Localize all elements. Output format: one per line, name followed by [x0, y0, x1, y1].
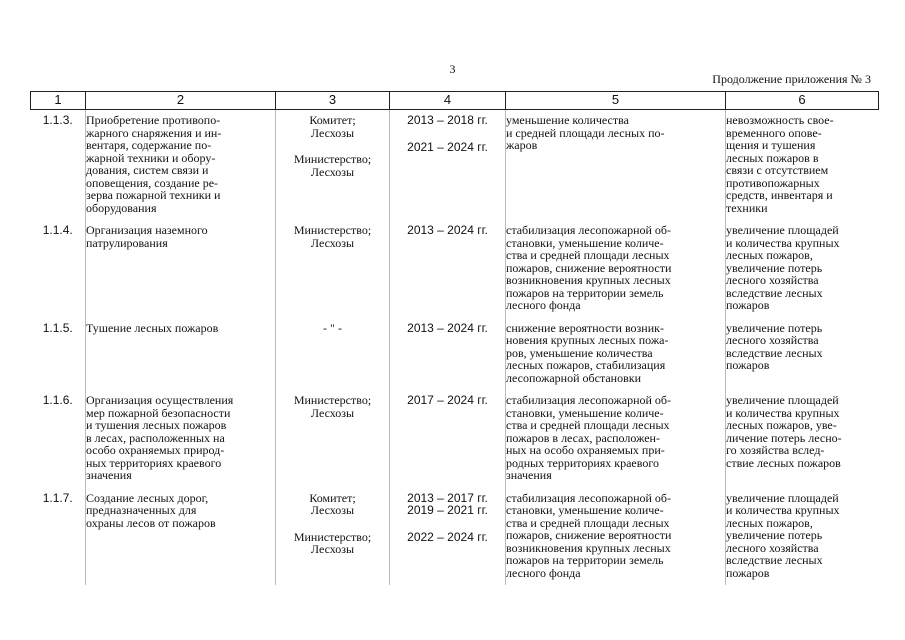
- table-row: [31, 110, 879, 221]
- executors: [276, 488, 390, 586]
- executor-line: Лесхозы: [310, 503, 355, 517]
- result-line: стабилизация лесопожарной об-: [506, 490, 672, 505]
- measure-name: [86, 488, 276, 586]
- term: [390, 110, 506, 221]
- result-line: стабилизация лесопожарной об-: [506, 223, 672, 237]
- term-line: 2019 – 2021 гг.: [407, 503, 488, 517]
- risk-line: пожаров: [726, 298, 770, 312]
- measure-name-line: в лесах, расположенных на: [86, 430, 225, 445]
- risk-line: вследствие лесных: [726, 345, 823, 360]
- table-row: [31, 390, 879, 488]
- measure-name-line: Тушение лесных пожаров: [86, 320, 219, 335]
- risk-line: и количества крупных: [726, 503, 840, 517]
- executor-line-group: [276, 492, 389, 517]
- result-line: ных на особо охраняемых при-: [506, 443, 665, 457]
- expected-result: [506, 390, 726, 488]
- risk-line: щения и тушения: [726, 138, 816, 152]
- result-line: ства и средней площади лесных: [506, 515, 670, 530]
- term-line-group: [390, 114, 505, 127]
- item-number: 1.1.7.: [31, 488, 86, 586]
- term-line-group: [390, 141, 505, 154]
- risk-line: увеличение площадей: [726, 393, 839, 407]
- executor-line: Лесхозы: [310, 405, 355, 420]
- measure-name: [86, 220, 276, 318]
- item-number: 1.1.3.: [31, 110, 86, 221]
- executor-line-group: [276, 531, 389, 556]
- term-line: 2021 – 2024 гг.: [407, 139, 488, 154]
- risk-line: лесных пожаров,: [726, 248, 813, 262]
- table-row: [31, 488, 879, 586]
- term-line-group: [390, 531, 505, 544]
- executor-line: Министерство;: [293, 393, 372, 407]
- risk-line: лесных пожаров,: [726, 515, 813, 530]
- risk-consequence: [726, 488, 879, 586]
- executor-line-group: [276, 224, 389, 249]
- term-line: 2013 – 2024 гг.: [407, 223, 488, 237]
- term-line-group: [390, 492, 505, 517]
- expected-result: [506, 488, 726, 586]
- term: [390, 390, 506, 488]
- item-number: 1.1.6.: [31, 390, 86, 488]
- risk-line: лесных пожаров в: [726, 150, 819, 165]
- result-line: пожаров на территории земель: [506, 285, 664, 300]
- risk-line: го хозяйства вслед-: [726, 443, 825, 457]
- result-line: жаров: [506, 138, 538, 152]
- measure-name: [86, 318, 276, 391]
- result-line: пожаров, снижение вероятности: [506, 260, 672, 275]
- measure-name-line: дования, систем связи и: [86, 163, 209, 177]
- executor-line: Комитет;: [309, 113, 356, 127]
- term-line-group: [390, 224, 505, 237]
- term-line: 2017 – 2024 гг.: [407, 393, 488, 407]
- risk-line: ствие лесных пожаров: [726, 455, 841, 470]
- measure-name-line: Организация наземного: [86, 223, 208, 237]
- result-line: и средней площади лесных по-: [506, 125, 665, 140]
- risk-line: увеличение площадей: [726, 223, 839, 237]
- measure-name-line: патрулирования: [86, 235, 168, 250]
- table-header-row: [31, 92, 879, 110]
- term-line: 2022 – 2024 гг.: [407, 529, 488, 544]
- measure-name-line: и тушения лесных пожаров: [86, 418, 227, 432]
- result-line: снижение вероятности возник-: [506, 320, 664, 335]
- measure-name-line: жарного снаряжения и ин-: [86, 125, 222, 140]
- measure-name-line: ных территориях краевого: [86, 455, 222, 470]
- result-line: родных территориях краевого: [506, 455, 659, 470]
- column-header: 4: [390, 92, 506, 110]
- result-line: возникновения крупных лесных: [506, 540, 671, 555]
- executor-line: Лесхозы: [310, 542, 355, 556]
- result-line: становки, уменьшение количе-: [506, 235, 664, 250]
- measure-name-line: зерва пожарной техники и: [86, 188, 221, 202]
- measure-name-line: значения: [86, 468, 132, 482]
- result-line: ства и средней площади лесных: [506, 418, 670, 432]
- measure-name-line: вентаря, содержание по-: [86, 138, 212, 152]
- executor-line: Лесхозы: [310, 235, 355, 250]
- term-line-group: [390, 322, 505, 335]
- column-header: 6: [726, 92, 879, 110]
- risk-line: связи с отсутствием: [726, 163, 829, 177]
- risk-line: и количества крупных: [726, 235, 840, 250]
- measure-name: [86, 390, 276, 488]
- risk-line: лесных пожаров, уве-: [726, 418, 837, 432]
- risk-line: лесного хозяйства: [726, 540, 819, 555]
- result-line: лесного фонда: [506, 565, 581, 580]
- executor-line: Министерство;: [293, 152, 372, 166]
- risk-consequence: [726, 110, 879, 221]
- executors: [276, 110, 390, 221]
- executors: [276, 318, 390, 391]
- risk-line: пожаров: [726, 565, 770, 580]
- page-number: 3: [449, 62, 456, 76]
- column-header: 5: [506, 92, 726, 110]
- expected-result: [506, 110, 726, 221]
- executors: [276, 390, 390, 488]
- executor-line-group: [276, 394, 389, 419]
- item-number: 1.1.4.: [31, 220, 86, 318]
- column-header: 2: [86, 92, 276, 110]
- result-line: лесных пожаров, стабилизация: [506, 358, 666, 372]
- expected-result: [506, 318, 726, 391]
- term: [390, 220, 506, 318]
- measure-name-line: Организация осуществления: [86, 393, 234, 407]
- result-line: лесопожарной обстановки: [506, 370, 642, 385]
- result-line: значения: [506, 468, 552, 482]
- risk-consequence: [726, 390, 879, 488]
- measure-name: [86, 110, 276, 221]
- executor-line: Министерство;: [293, 223, 372, 237]
- risk-line: увеличение площадей: [726, 490, 839, 505]
- executor-line: Лесхозы: [310, 164, 355, 179]
- measure-name-line: Создание лесных дорог,: [86, 490, 209, 505]
- measure-name-line: оповещения, создание ре-: [86, 175, 219, 190]
- executor-line: Министерство;: [293, 529, 372, 544]
- result-line: ров, уменьшение количества: [506, 345, 653, 360]
- executor-line-group: [276, 153, 389, 178]
- risk-line: невозможность свое-: [726, 113, 834, 127]
- result-line: стабилизация лесопожарной об-: [506, 393, 672, 407]
- executor-line: - " -: [323, 320, 342, 335]
- result-line: новения крупных лесных пожа-: [506, 333, 669, 347]
- measure-name-line: особо охраняемых природ-: [86, 443, 225, 457]
- result-line: уменьшение количества: [506, 113, 629, 127]
- term: [390, 318, 506, 391]
- term-line: 2013 – 2024 гг.: [407, 320, 488, 335]
- risk-line: увеличение потерь: [726, 260, 823, 275]
- measure-name-line: предназначенных для: [86, 503, 197, 517]
- executor-line-group: [276, 322, 389, 335]
- term-line: 2013 – 2017 гг.: [407, 490, 488, 505]
- risk-line: пожаров: [726, 358, 770, 372]
- risk-line: вследствие лесных: [726, 553, 823, 567]
- result-line: лесного фонда: [506, 298, 581, 312]
- risk-consequence: [726, 318, 879, 391]
- measure-name-line: Приобретение противопо-: [86, 113, 221, 127]
- result-line: становки, уменьшение количе-: [506, 503, 664, 517]
- term-line-group: [390, 394, 505, 407]
- table-body: [31, 110, 879, 586]
- result-line: пожаров, снижение вероятности: [506, 528, 672, 542]
- measure-name-line: оборудования: [86, 200, 157, 215]
- result-line: пожаров в лесах, расположен-: [506, 430, 660, 445]
- executor-line-group: [276, 114, 389, 139]
- table-row: [31, 220, 879, 318]
- expected-result: [506, 220, 726, 318]
- result-line: становки, уменьшение количе-: [506, 405, 664, 420]
- risk-line: техники: [726, 200, 768, 215]
- executor-line: Лесхозы: [310, 125, 355, 140]
- risk-consequence: [726, 220, 879, 318]
- executors: [276, 220, 390, 318]
- column-header: 3: [276, 92, 390, 110]
- risk-line: лесного хозяйства: [726, 333, 819, 347]
- term: [390, 488, 506, 586]
- risk-line: вследствие лесных: [726, 285, 823, 300]
- term-line: 2013 – 2018 гг.: [407, 113, 488, 127]
- appendix-continuation-label: Продолжение приложения № 3: [712, 72, 871, 86]
- table-row: [31, 318, 879, 391]
- executor-line: Комитет;: [309, 490, 356, 505]
- measures-table: [30, 91, 879, 585]
- measure-name-line: жарной техники и обору-: [86, 150, 216, 165]
- risk-line: средств, инвентаря и: [726, 188, 833, 202]
- measure-name-line: мер пожарной безопасности: [86, 405, 231, 420]
- item-number: 1.1.5.: [31, 318, 86, 391]
- risk-line: лесного хозяйства: [726, 273, 819, 287]
- result-line: ства и средней площади лесных: [506, 248, 670, 262]
- measure-name-line: охраны лесов от пожаров: [86, 515, 216, 530]
- risk-line: личение потерь лесно-: [726, 430, 842, 445]
- column-header: 1: [31, 92, 86, 110]
- result-line: пожаров на территории земель: [506, 553, 664, 567]
- risk-line: увеличение потерь: [726, 528, 823, 542]
- risk-line: и количества крупных: [726, 405, 840, 420]
- risk-line: временного опове-: [726, 125, 822, 140]
- result-line: возникновения крупных лесных: [506, 273, 671, 287]
- risk-line: увеличение потерь: [726, 320, 823, 335]
- risk-line: противопожарных: [726, 175, 820, 190]
